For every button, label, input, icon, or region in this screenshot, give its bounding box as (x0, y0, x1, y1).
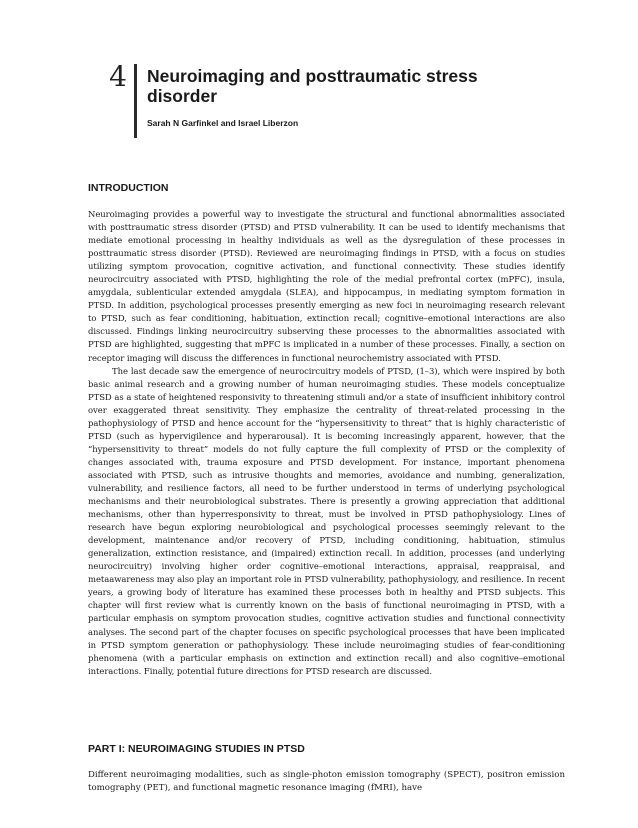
chapter-number: 4 (109, 60, 127, 93)
body-paragraph: The last decade saw the emergence of neurocircuitry models of PTSD, (1–3), which were inspired by both basic animal research and a growing number of human neuroimaging studies. These models conceptualize PTSD as a state of heightened responsivity to threatening stimuli and/or a state of insufficient inhibitory control over exaggerated threat sensitivity. They emphasize the centrality of threat-related processing in the pathophysiology of PTSD and hence account for the “hypersensitivity to threat” that is highly characteristic of PTSD (such as hypervigilence and hyperarousal). It is becoming increasingly apparent, however, that the “hypersensitivity to threat” models do not fully capture the full complexity of PTSD or the complexity of changes associated with, trauma exposure and PTSD development. For instance, important phenomena associated with PTSD, such as intrusive thoughts and memories, avoidance and numbing, generalization, vulnerability, and resilience factors, all need to be further understood in terms of underlying psychological mechanisms and their neurobiological substrates. There is presently a growing appreciation that additional mechanisms, other than hyperresponsivity to threat, must be involved in PTSD pathophysiology. Lines of research have begun exploring neurobiological and psychological processes seemingly relevant to the development, maintenance and/or recovery of PTSD, including conditioning, habituation, stimulus generalization, extinction resistance, and (impaired) extinction recall. In addition, processes (and underlying neurocircuitry) involving higher order cognitive–emotional interactions, appraisal, reappraisal, and metaawareness may also play an important role in PTSD vulnerability, pathophysiology, and resilience. In recent years, a growing body of literature has examined these processes both in healthy and PTSD subjects. This chapter will first review what is currently known on the basis of functional neuroimaging in PTSD, with a particular emphasis on symptom provocation studies, cognitive activation studies and functional connectivity analyses. The second part of the chapter focuses on specific psychological processes that have been implicated in PTSD symptom generation or pathophysiology. These include neuroimaging studies of fear-conditioning phenomena (with a particular emphasis on extinction and extinction recall) and also cognitive–emotional interactions. Finally, potential future directions for PTSD research are discussed. (88, 365, 565, 676)
section-heading-part-one: PART I: NEUROIMAGING STUDIES IN PTSD (88, 743, 305, 755)
body-paragraph: Different neuroimaging modalities, such as single-photon emission tomography (SPECT), positron emission tomography (PET), and functional magnetic resonance imaging (fMRI), have (88, 770, 565, 794)
chapter-authors: Sarah N Garfinkel and Israel Liberzon (147, 118, 299, 128)
chapter-title-rule (134, 64, 137, 138)
chapter-title: Neuroimaging and posttraumatic stress disorder (147, 66, 478, 106)
chapter-header (0, 0, 638, 140)
body-paragraph: Neuroimaging provides a powerful way to investigate the structural and functional abnormalities associated with posttraumatic stress disorder (PTSD) and PTSD vulnerability. It can be used to identify mechanisms that mediate emotional processing in healthy individuals as well as the dysregulation of these processes in posttraumatic stress disorder (PTSD). Reviewed are neuroimaging findings in PTSD, with a focus on studies utilizing symptom provocation, cognitive activation, and functional connectivity. These studies identify neurocircuitry associated with PTSD, highlighting the role of the medial prefrontal cortex (mPFC), insula, amygdala, sublenticular extended amygdala (SLEA), and hippocampus, in mediating symptom formation in PTSD. In addition, psychological processes presently emerging as new foci in neuroimaging research relevant to PTSD, such as fear conditioning, habituation, extinction recall; cognitive–emotional interactions are also discussed. Findings linking neurocircuitry subserving these processes to the abnormalities associated with PTSD are highlighted, suggesting that mPFC is implicated in a number of these processes. Finally, a section on receptor imaging will discuss the differences in functional neurochemistry associated with PTSD. (88, 209, 565, 363)
section-heading-introduction: INTRODUCTION (88, 182, 169, 194)
part-one-body (88, 769, 565, 795)
introduction-body (88, 208, 565, 678)
